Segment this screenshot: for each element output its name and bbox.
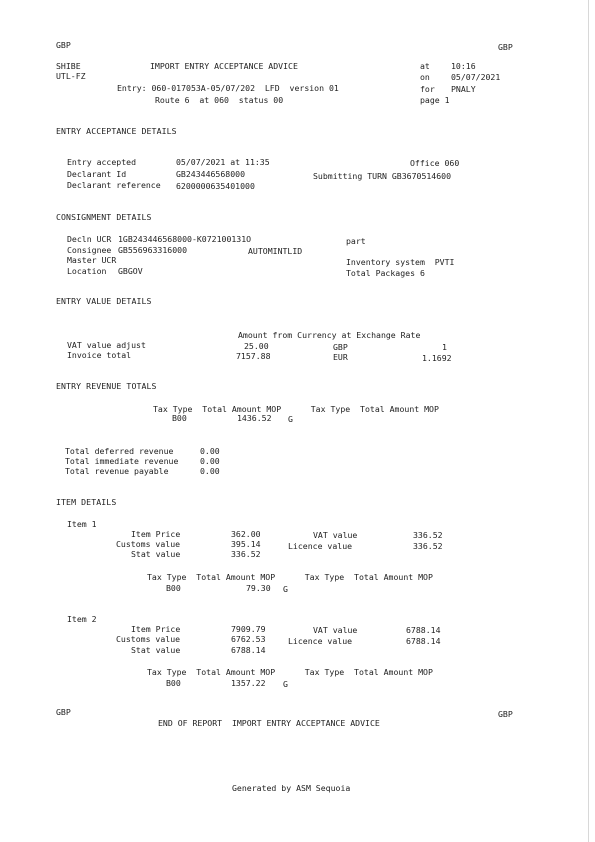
inventory-label: Inventory system PVTI <box>346 257 455 267</box>
vat-value-label: VAT value <box>313 625 358 635</box>
item-tax-mop: G <box>283 679 288 689</box>
consignment-heading: CONSIGNMENT DETAILS <box>56 212 152 222</box>
footer-corner-right: GBP <box>498 709 513 719</box>
revenue-amount: 1436.52 <box>237 413 272 423</box>
consignee-name: AUTOMINTLID <box>248 246 303 256</box>
stat-value-label: Stat value <box>131 645 181 655</box>
declarant-id-label: Declarant Id <box>67 169 127 179</box>
licence-value: 6788.14 <box>406 636 441 646</box>
declarant-ref-label: Declarant reference <box>67 180 161 190</box>
at-label: at <box>420 61 430 71</box>
item-tax-amount: 1357.22 <box>231 678 266 688</box>
declarant-ref-value: 6200000635401000 <box>176 181 255 191</box>
packages-label: Total Packages 6 <box>346 268 425 278</box>
entry-value-row-rate: 1 <box>442 342 447 352</box>
header-code2: UTL-FZ <box>56 71 86 81</box>
entry-value-row-label: Invoice total <box>67 350 132 360</box>
revenue-mop: G <box>288 414 293 424</box>
deferred-value: 0.00 <box>200 446 220 456</box>
immediate-value: 0.00 <box>200 456 220 466</box>
consignee-value: GB556963316000 <box>118 245 188 255</box>
item-tax-amount: 79.30 <box>246 583 271 593</box>
entry-acceptance-heading: ENTRY ACCEPTANCE DETAILS <box>56 126 177 136</box>
generated-by: Generated by ASM Sequoia <box>232 783 351 793</box>
item-price-value: 362.00 <box>231 529 261 539</box>
route-line: Route 6 at 060 status 00 <box>155 95 284 105</box>
licence-value: 336.52 <box>413 541 443 551</box>
item-title: Item 2 <box>67 614 97 624</box>
page-edge-line <box>588 0 589 842</box>
for-label: for <box>420 84 435 94</box>
entry-value-heading: ENTRY VALUE DETAILS <box>56 296 152 306</box>
item-details-heading: ITEM DETAILS <box>56 497 117 507</box>
revenue-heading: ENTRY REVENUE TOTALS <box>56 381 157 391</box>
stat-value: 336.52 <box>231 549 261 559</box>
entry-accepted-value: 05/07/2021 at 11:35 <box>176 157 270 167</box>
stat-value-label: Stat value <box>131 549 181 559</box>
page-label: page 1 <box>420 95 450 105</box>
decln-ucr-value: 1GB243446568000-K072100131O <box>118 234 252 244</box>
consignee-label: Consignee <box>67 245 112 255</box>
on-value: 05/07/2021 <box>451 72 501 82</box>
report-title: IMPORT ENTRY ACCEPTANCE ADVICE <box>150 61 298 71</box>
item-tax-type: B00 <box>166 583 181 593</box>
master-ucr-label: Master UCR <box>67 255 117 265</box>
item-tax-columns: Tax Type Total Amount MOP Tax Type Total Amount MOP <box>147 667 433 677</box>
item-price-label: Item Price <box>131 529 181 539</box>
entry-value-columns: Amount from Currency at Exchange Rate <box>238 330 421 340</box>
location-value: GBGOV <box>118 266 143 276</box>
immediate-label: Total immediate revenue <box>65 456 179 466</box>
corner-right: GBP <box>498 42 513 52</box>
submitting-label: Submitting TURN GB3670514600 <box>313 171 452 181</box>
decln-ucr-label: Decln UCR <box>67 234 112 244</box>
payable-value: 0.00 <box>200 466 220 476</box>
footer-corner-left: GBP <box>56 707 71 717</box>
footer-title: END OF REPORT IMPORT ENTRY ACCEPTANCE ADVICE <box>158 718 380 728</box>
header-code1: SHIBE <box>56 61 81 71</box>
part-label: part <box>346 236 366 246</box>
vat-value-label: VAT value <box>313 530 358 540</box>
item-tax-mop: G <box>283 584 288 594</box>
entry-value-row-currency: EUR <box>333 352 348 362</box>
at-value: 10:16 <box>451 61 476 71</box>
item-tax-columns: Tax Type Total Amount MOP Tax Type Total Amount MOP <box>147 572 433 582</box>
entry-value-row-amount: 7157.88 <box>236 351 271 361</box>
entry-value-row-rate: 1.1692 <box>422 353 452 363</box>
item-title: Item 1 <box>67 519 97 529</box>
entry-value-row-currency: GBP <box>333 342 348 352</box>
customs-value-label: Customs value <box>116 634 181 644</box>
office-label: Office 060 <box>410 158 460 168</box>
declarant-id-value: GB243446568000 <box>176 169 246 179</box>
payable-label: Total revenue payable <box>65 466 169 476</box>
entry-value-row-label: VAT value adjust <box>67 340 146 350</box>
customs-value: 395.14 <box>231 539 261 549</box>
customs-value: 6762.53 <box>231 634 266 644</box>
entry-accepted-label: Entry accepted <box>67 157 137 167</box>
deferred-label: Total deferred revenue <box>65 446 174 456</box>
licence-value-label: Licence value <box>288 636 353 646</box>
for-value: PNALY <box>451 84 476 94</box>
item-price-label: Item Price <box>131 624 181 634</box>
corner-left: GBP <box>56 40 71 50</box>
item-price-value: 7909.79 <box>231 624 266 634</box>
licence-value-label: Licence value <box>288 541 353 551</box>
on-label: on <box>420 72 430 82</box>
entry-value-row-amount: 25.00 <box>244 341 269 351</box>
vat-value: 6788.14 <box>406 625 441 635</box>
customs-value-label: Customs value <box>116 539 181 549</box>
item-tax-type: B00 <box>166 678 181 688</box>
stat-value: 6788.14 <box>231 645 266 655</box>
vat-value: 336.52 <box>413 530 443 540</box>
location-label: Location <box>67 266 107 276</box>
revenue-tax-type: B00 <box>172 413 187 423</box>
entry-line: Entry: 060-017053A-05/07/202 LFD version 01 <box>117 83 339 93</box>
revenue-columns: Tax Type Total Amount MOP Tax Type Total Amount MOP <box>153 404 439 414</box>
